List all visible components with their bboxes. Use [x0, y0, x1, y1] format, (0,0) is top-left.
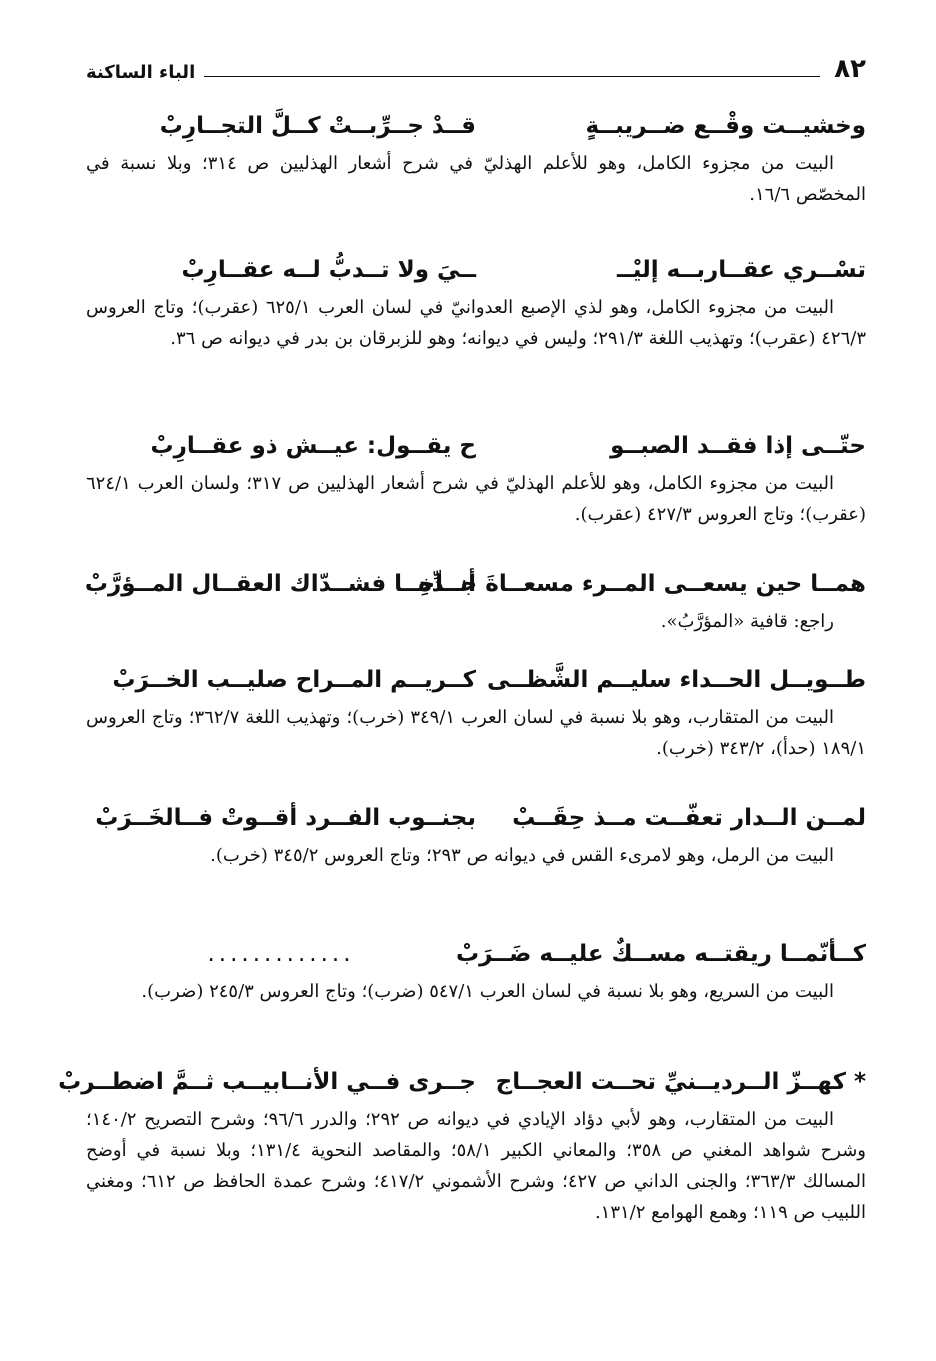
verse-note: البيت من السريع، وهو بلا نسبة في لسان العرب ٥٤٧/١ (ضرب)؛ وتاج العروس ٢٤٥/٣ (ضرب).: [141, 981, 834, 1002]
entry-1: [86, 108, 866, 210]
second-hemistich: بجنــوب الفــرد أقــوتْ فــالخَــرَبْ: [95, 805, 476, 831]
second-hemistich: جــرى فــي الأنــابيــب ثــمَّ اضطــربْ: [58, 1069, 476, 1095]
second-hemistich: كــريــم المــراح صليــب الخــرَبْ: [112, 667, 476, 693]
second-hemistich: ح يقــول: عيــش ذو عقــارِبْ: [150, 433, 476, 459]
entry-5: [86, 662, 866, 764]
verse-line: [86, 662, 866, 698]
page-header: [86, 52, 866, 92]
page-number: ٨٢: [834, 54, 866, 84]
first-hemistich: تسْــري عقــاربــه إليْــ: [617, 257, 866, 283]
entry-2: [86, 252, 866, 354]
first-hemistich: لمــن الــدار تعفّــت مــذ حِقَــبْ: [512, 805, 866, 831]
entry-6: [86, 800, 866, 871]
verse-line: [86, 936, 866, 972]
verse-note: راجع: قافية «المؤرَّبُ».: [660, 611, 834, 632]
entry-3: [86, 428, 866, 530]
first-hemistich: * كهــزّ الــرديــنيِّ تحــت العجــاج: [495, 1069, 866, 1095]
second-hemistich: قــدْ جــرِّبــتْ كــلَّ التجــارِبْ: [159, 113, 476, 139]
verse-note: البيت من المتقارب، وهو لأبي دؤاد الإيادي في ديوانه ص ٢٩٢؛ والدرر ٩٦/٦؛ وشرح التصريح ١٤٠/٢؛ وشرح شواهد المغني ص ٣٥٨؛ والمعاني الكبير ٥٨/١؛ والمقاصد النحوية ١٣١/٤؛ وبلا نسبة في أوضح المسالك ٣٦٣/٣؛ والجنى الداني ص ٤٢٧؛ وشرح الأشموني ٤١٧/٢؛ وشرح عمدة الحافظ ص ٦١٢؛ ومغني اللبيب ص ١١٩؛ وهمع الهوامع ١٣١/٢.: [86, 1109, 866, 1223]
entry-8: [58, 1064, 866, 1228]
verse-line: [86, 428, 866, 464]
verse-line: [58, 1064, 866, 1100]
verse-note: البيت من مجزوء الكامل، وهو لذي الإصبع العدوانيّ في لسان العرب ٦٢٥/١ (عقرب)؛ وتاج العروس ٤٢٦/٣ (عقرب)؛ وتهذيب اللغة ٢٩١/٣؛ وليس في ديوانه؛ وهو للزبرقان بن بدر في ديوانه ص ٣٦.: [86, 297, 866, 349]
verse-note: البيت من الرمل، وهو لامرىء القس في ديوانه ص ٢٩٣؛ وتاج العروس ٣٤٥/٢ (خرب).: [210, 845, 834, 866]
verse-note: البيت من المتقارب، وهو بلا نسبة في لسان العرب ٣٤٩/١ (خرب)؛ وتهذيب اللغة ٣٦٢/٧؛ وتاج العروس ١٨٩/١ (حدأ)، ٣٤٣/٢ (خرب).: [86, 707, 866, 759]
verse-line: [86, 800, 866, 836]
second-hemistich: كــأنّمــا ريقتــه مســكٌ عليــه ضَــرَبْ: [456, 941, 866, 967]
entry-7: [86, 936, 866, 1007]
first-hemistich: حتّــى إذا فقــد الصبــو: [610, 433, 866, 459]
verse-line: [86, 108, 866, 144]
running-title: الباء الساكنة: [86, 62, 196, 83]
entry-4: [86, 566, 866, 637]
omitted-hemistich-dots: .............: [207, 941, 355, 967]
verse-note: البيت من مجزوء الكامل، وهو للأعلم الهذليّ في شرح أشعار الهذليين ص ٣١٧؛ ولسان العرب ٦٢٤/١ (عقرب)؛ وتاج العروس ٤٢٧/٣ (عقرب).: [86, 473, 866, 525]
first-hemistich: طــويــل الحــداء سليــم الشَّظــى: [487, 667, 866, 693]
second-hemistich: ــيَ ولا تــدبُّ لــه عقــارِبْ: [181, 257, 476, 283]
first-hemistich: همــا حين يسعــى المــرء مسعــاةَ جــدِّهِ: [418, 571, 866, 597]
verse-line: [86, 566, 866, 602]
header-rule: [204, 76, 820, 77]
verse-note: البيت من مجزوء الكامل، وهو للأعلم الهذليّ في شرح أشعار الهذليين ص ٣١٤؛ وبلا نسبة في المخصّص ١٦/٦.: [86, 153, 866, 205]
first-hemistich: وخشيــت وقْــع ضــريبــةٍ: [585, 113, 866, 139]
verse-line: [86, 252, 866, 288]
second-hemistich: أنــاخــا فشــدّاك العقــال المــؤرَّبْ: [84, 571, 476, 597]
